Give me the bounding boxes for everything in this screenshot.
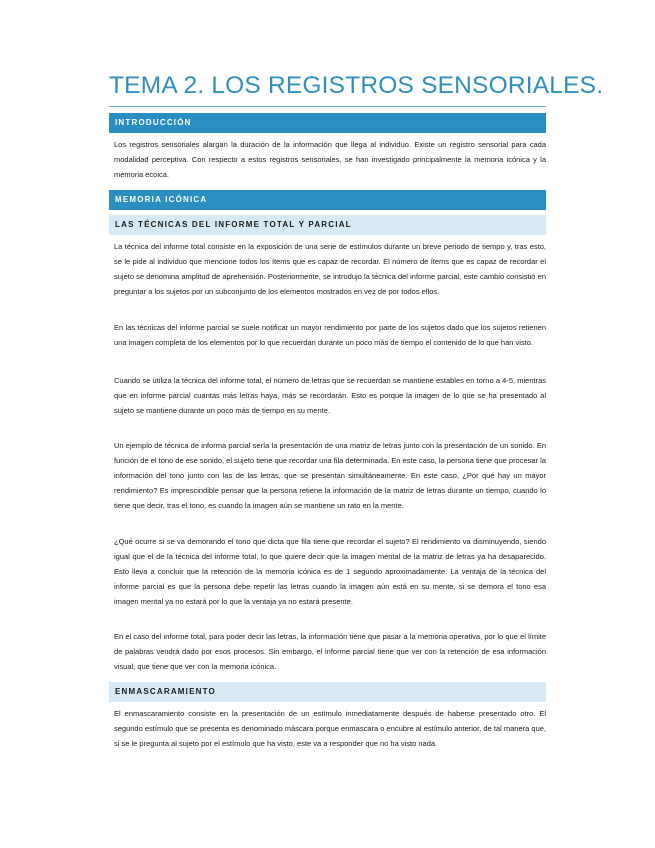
page-title: TEMA 2. LOS REGISTROS SENSORIALES.: [109, 70, 546, 107]
paragraph-intro: Los registros sensoriales alargan la duración de la información que llega al individuo. Existe un registro sensorial para cada modalidad perceptiva. Con respecto a estos registros sensoriales, se han investigado principalmente la memoria icónica y la memoria ecoica.: [114, 140, 546, 180]
paragraph-informe-total: La técnica del informe total consiste en la exposición de una serie de estímulos durante un breve periodo de tiempo y, tras esto, se le pide al individuo que mencione todos los ítems que es capaz de recordar. El número de ítems que es capaz de recordar el sujeto se denomina amplitud de aprehensión. Posteriormente, se introdujo la técnica del informe parcial, este cambio consistió en preguntar a los sujetos por un subconjunto de los elementos mostrados en vez de por todos ellos.: [114, 242, 546, 297]
subsection-header-tecnicas: LAS TÉCNICAS DEL INFORME TOTAL Y PARCIAL: [109, 215, 546, 235]
paragraph-demora-tono: ¿Qué ocurre si se va demorando el tono que dicta que fila tiene que recordar el sujeto? El rendimiento va disminuyendo, siendo igual que el de la técnica del informe total, lo que quiere decir que la imagen mental de la matriz de letras ya ha desaparecido. Esto lleva a concluir que la retención de la memoria icónica es de 1 segundo aproximadamente. La ventaja de la técnica del informe parcial es que la persona debe repetir las letras cuando la imagen aún está en su mente, si se demora el tono esa imagen mental ya no estará por lo que la ventaja ya no estará presente.: [114, 537, 546, 607]
paragraph-numero-letras: Cuando se utiliza la técnica del informe total, el número de letras que se recuerdan se mantiene estables en torno a 4-5, mientras que en informe parcial cuantas más letras haya, más se recordarán. Esto es porque la imagen de lo que se ha presentado al sujeto se mantiene durante un poco más de tiempo en su mente.: [114, 376, 546, 416]
section-header-introduccion: INTRODUCCIÓN: [109, 113, 546, 133]
paragraph-informe-parcial: En las técnicas del informe parcial se suele notificar un mayor rendimiento por parte de los sujetos dado que los sujetos retienen una imagen completa de los elementos por lo que recuerdan durante un poco más de tiempo el contenido de lo que han visto.: [114, 323, 546, 348]
paragraph-enmascaramiento: El enmascaramiento consiste en la presentación de un estímulo inmediatamente después de haberse presentado otro. El segundo estímulo que se presenta es denominado máscara porque enmascara o encubre al estímulo anterior, de tal manera que, si se le pregunta al sujeto por el estímulo que ha visto, este va a responder que no ha visto nada.: [114, 709, 546, 749]
section-header-memoria-iconica: MEMORIA ICÓNICA: [109, 190, 546, 210]
subsection-header-enmascaramiento: ENMASCARAMIENTO: [109, 682, 546, 702]
paragraph-informe-total-memoria: En el caso del informe total, para poder decir las letras, la información tiene que pasar a la memoria operativa, por lo que el límite de palabras vendrá dado por esos procesos. Sin embargo, el informe parcial tiene que ver con la retención de esa información visual, que tiene que ver con la memoria icónica.: [114, 632, 546, 672]
paragraph-ejemplo: Un ejemplo de técnica de informa parcial sería la presentación de una matriz de letras junto con la presentación de un sonido. En función de el tono de ese sonido, el sujeto tiene que recordar una fila determinada. En este caso, la persona tiene que procesar la información del tono junto con las de las letras, que se presentan simultáneamente. En este caso, ¿Por qué hay un mayor rendimiento? Es imprescindible pensar que la persona retiene la información de la matriz de letras durante un tiempo, cuando lo tiene que decir, tras el tono, es cuando la imagen aún se mantiene un rato en la mente.: [114, 441, 546, 511]
